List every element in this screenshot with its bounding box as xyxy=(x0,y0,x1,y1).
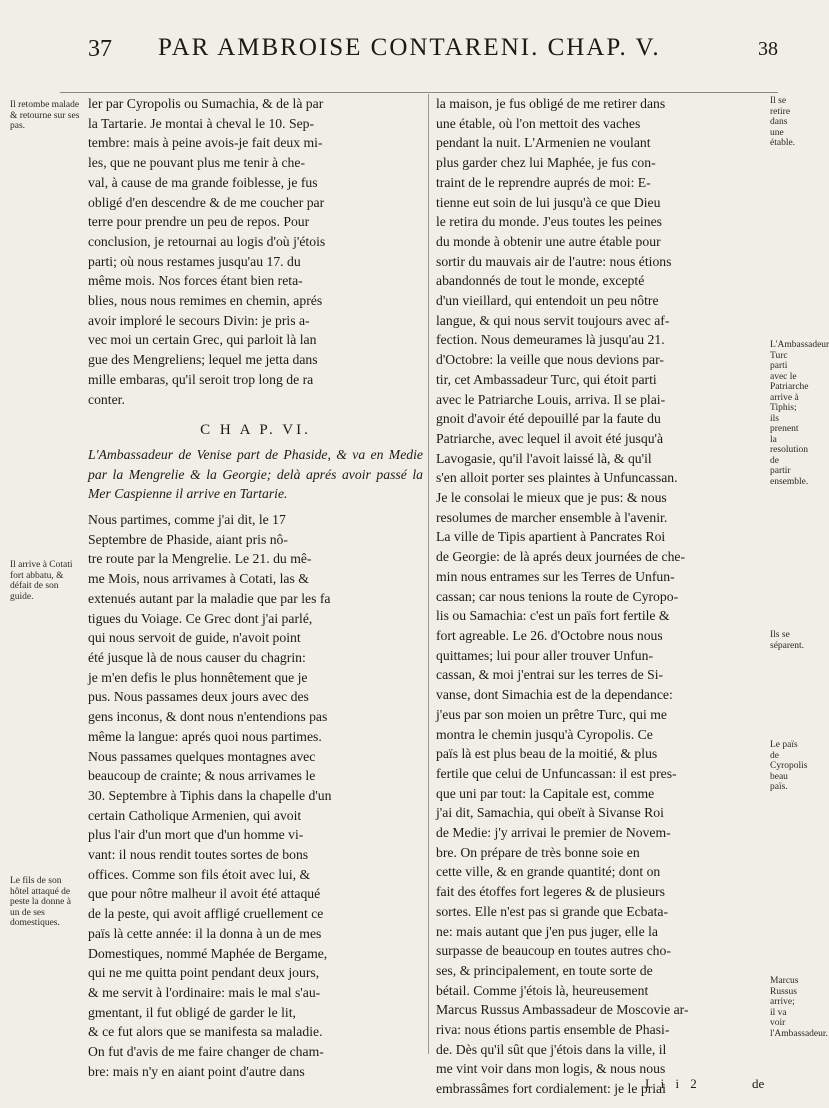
page-number: 37 xyxy=(88,36,112,62)
text-line: tembre: mais à peine avois-je fait deux mi- xyxy=(88,135,323,151)
text-line: fection. Nous demeurames là jusqu'au 21. xyxy=(436,332,665,348)
text-line: la maison, je fus obligé de me retirer dans xyxy=(436,96,666,111)
chapter-heading: C H A P. VI. xyxy=(200,422,311,439)
text-line: de Medie: j'y arrivai le premier de Novem- xyxy=(436,825,671,841)
text-line: que uni par tout: la Capitale est, comme xyxy=(436,785,655,801)
text-line: qui ne me quitta point pendant deux jours, xyxy=(88,965,320,981)
text-line: gue des Mengreliens; lequel me jetta dans xyxy=(88,352,318,368)
text-line: & me servit à l'ordinaire: mais le mal s'au- xyxy=(88,984,321,1000)
text-line: une étable, où l'on mettoit des vaches xyxy=(436,115,641,131)
text-line: sortir du mauvais air de l'autre: nous étions xyxy=(436,253,672,269)
text-line: tir, cet Ambassadeur Turc, qui étoit parti xyxy=(436,371,657,387)
text-line: qui nous servoit de guide, n'avoit point xyxy=(88,630,301,646)
header-rule xyxy=(60,92,778,93)
text-line: La ville de Tipis apartient à Pancrates Roi xyxy=(436,529,666,545)
left-column xyxy=(88,94,423,1081)
text-line: s'en alloit porter ses plaintes à Unfuncassan. xyxy=(436,470,678,486)
text-line: cette ville, & en grande quantité; dont on xyxy=(436,864,661,880)
text-line: riva: nous étions partis ensemble de Phasi- xyxy=(436,1022,670,1038)
text-line: païs là cette année: il la donna à un de mes xyxy=(88,925,322,941)
margin-note-left-2: Il arrive à Cotati fort abbatu, & défait de son guide. xyxy=(10,560,73,602)
text-line: j'eus par son moien un prêtre Turc, qui me xyxy=(436,706,667,722)
text-line: Nous partimes, comme j'ai dit, le 17 xyxy=(88,512,286,528)
text-line: été jusque là de nous causer du chagrin: xyxy=(88,649,306,665)
text-line: resolumes de marcher ensemble à l'avenir. xyxy=(436,509,668,525)
text-line: blies, nous nous remimes en chemin, aprés xyxy=(88,293,323,309)
text-line: les, que ne pouvant plus me tenir à che- xyxy=(88,155,306,171)
chapter-summary: L'Ambassadeur de Venise part de Phaside, & va en Medie par la Mengrelie & la Georgie; delà aprés avoir passé la Mer Caspienne il arrive en Tartarie. xyxy=(88,446,423,502)
margin-note-right-2: L'Ambassadeur Turc parti avec le Patriarche arrive à Tiphis; ils prenent la resolution de partir ensemble. xyxy=(770,340,829,487)
text-line: & ce fut alors que se manifesta sa maladie. xyxy=(88,1024,323,1040)
text-line: obligé d'en descendre & de me coucher par xyxy=(88,194,325,210)
text-line: conclusion, je retournai au logis d'où j'étois xyxy=(88,233,326,249)
text-line: d'Octobre: la veille que nous devions par- xyxy=(436,352,664,368)
text-line: beaucoup de crainte; & nous arrivames le xyxy=(88,768,316,784)
margin-note-left-1: Il retombe malade & retourne sur ses pas. xyxy=(10,100,80,131)
text-line: abandonnés de tout le monde, excepté xyxy=(436,273,645,289)
text-line: quittames; lui pour aller trouver Unfun- xyxy=(436,647,654,663)
text-line: tigues du Voiage. Ce Grec dont j'ai parlé, xyxy=(88,610,313,626)
text-line: terre pour prendre un peu de repos. Pour xyxy=(88,214,310,230)
text-line: sortes. Elle n'est pas si grande que Ecbata- xyxy=(436,903,669,919)
text-line: bétail. Comme j'étois là, heureusement xyxy=(436,982,649,998)
text-line: vec moi un certain Grec, qui parloit là lan xyxy=(88,332,317,348)
text-line: val, à cause de ma grande foiblesse, je fus xyxy=(88,174,318,190)
text-line: fait des étoffes fort legeres & de plusieurs xyxy=(436,884,665,900)
text-line: vanse, dont Simachia est de la dependance: xyxy=(436,687,673,703)
text-line: langue, & qui nous servit toujours avec af- xyxy=(436,312,670,328)
running-title: PAR AMBROISE CONTARENI. CHAP. V. xyxy=(158,34,661,61)
text-line: conter. xyxy=(88,391,125,407)
text-line: montra le chemin jusqu'à Cyropolis. Ce xyxy=(436,726,653,742)
running-header xyxy=(88,36,778,70)
text-line: mille embaras, qu'il seroit trop long de ra xyxy=(88,371,314,387)
text-line: gmentant, il fut obligé de garder le lit, xyxy=(88,1004,296,1020)
column-divider xyxy=(428,94,429,1054)
text-line: vant: il nous rendit toutes sortes de bons xyxy=(88,847,309,863)
text-line: plus garder chez lui Maphée, je fus con- xyxy=(436,155,656,171)
text-line: offices. Comme son fils étoit avec lui, & xyxy=(88,866,311,882)
text-line: pendant la nuit. L'Armenien ne voulant xyxy=(436,135,651,151)
text-line: ses, & principalement, en toute sorte de xyxy=(436,962,653,978)
text-line: bre: mais n'y en aiant point d'autre dans xyxy=(88,1063,305,1079)
text-line: ne: mais autant que j'en pus juger, elle la xyxy=(436,923,658,939)
margin-note-right-5: Marcus Russus arrive; il va voir l'Ambassadeur. xyxy=(770,976,828,1039)
text-line: tienne eut soin de lui jusqu'à ce que Dieu xyxy=(436,194,661,210)
text-line: gnoit d'avoir été depouillé par la faute du xyxy=(436,411,661,427)
text-line: plus l'air d'un mort que d'un homme vi- xyxy=(88,827,304,843)
text-line: j'ai dit, Samachia, qui obeït à Sivanse Roi xyxy=(436,805,664,821)
text-line: pus. Nous passames deux jours avec des xyxy=(88,689,309,705)
text-line: Patriarche, avec lequel il avoit été jusqu'à xyxy=(436,430,664,446)
text-line: Lavogasie, qu'il l'avoit laissé là, & qu'il xyxy=(436,450,652,466)
text-line: extenués autant par la maladie que par les fa xyxy=(88,590,331,606)
text-line: me Mois, nous arrivames à Cotati, las & xyxy=(88,571,309,587)
text-line: le retira du monde. J'eus toutes les peines xyxy=(436,214,662,230)
text-line: la Tartarie. Je montai à cheval le 10. Sep- xyxy=(88,115,315,131)
folio-number: 38 xyxy=(758,38,778,60)
text-line: surpasse de beaucoup en toutes autres cho- xyxy=(436,943,671,959)
text-line: de Georgie: de là aprés deux journées de che- xyxy=(436,549,686,565)
text-line: Je le consolai le mieux que je pus: & nous xyxy=(436,490,667,506)
text-line: avoir imploré le secours Divin: je pris a- xyxy=(88,312,310,328)
text-line: de la peste, qui avoit affligé cruellement ce xyxy=(88,906,324,922)
text-line: cassan, & moi j'entrai sur les terres de Si- xyxy=(436,667,664,683)
text-line: traint de le reprendre auprés de moi: E- xyxy=(436,174,651,190)
text-line: même la langue: aprés quoi nous partimes. xyxy=(88,728,322,744)
text-line: ler par Cyropolis ou Sumachia, & de là par xyxy=(88,96,324,111)
text-line: avec le Patriarche Louis, arriva. Il se plai- xyxy=(436,391,666,407)
text-line: de. Dès qu'il sût que j'étois dans la ville, il xyxy=(436,1041,667,1057)
text-line: Septembre de Phaside, aiant pris nô- xyxy=(88,531,288,547)
text-line: min nous entrames sur les Terres de Unfun- xyxy=(436,568,675,584)
text-line: du monde à obtenir une autre étable pour xyxy=(436,233,661,249)
text-line: me vint voir dans mon logis, & nous nous xyxy=(436,1061,666,1077)
text-line: je m'en defis le plus honnêtement que je xyxy=(88,669,308,685)
margin-note-right-1: Il se retire dans une étable. xyxy=(770,96,796,148)
text-line: païs là est plus beau de la moitié, & plus xyxy=(436,746,658,762)
margin-note-right-3: Ils se séparent. xyxy=(770,630,805,651)
text-line: Marcus Russus Ambassadeur de Moscovie ar- xyxy=(436,1002,689,1018)
text-line: lis ou Samachia: c'est un païs fort fertile & xyxy=(436,608,670,624)
text-line: certain Catholique Armenien, qui avoit xyxy=(88,807,302,823)
margin-note-right-4: Le païs de Cyropolis beau païs. xyxy=(770,740,808,792)
text-line: bre. On prépare de très bonne soie en xyxy=(436,844,640,860)
text-line: d'un vieillard, qui entendoit un peu nôtre xyxy=(436,293,659,309)
catchword: de xyxy=(752,1076,765,1091)
margin-note-left-3: Le fils de son hôtel attaqué de peste la donne à un de ses domestiques. xyxy=(10,876,71,928)
text-line-first xyxy=(88,510,423,530)
text-line: gens inconus, & dont nous n'entendions pas xyxy=(88,709,328,725)
text-line: Nous passames quelques montagnes avec xyxy=(88,748,316,764)
text-line: On fut d'avis de me faire changer de cham- xyxy=(88,1044,324,1060)
text-line: cassan; car nous tenions la route de Cyropo- xyxy=(436,588,679,604)
text-line: tre route par la Mengrelie. Le 21. du mê- xyxy=(88,551,312,567)
text-line: embrassâmes fort cordialement: je le priai xyxy=(436,1081,666,1097)
text-line: même mois. Nos forces étant bien reta- xyxy=(88,273,303,289)
text-line: fort agreable. Le 26. d'Octobre nous nous xyxy=(436,627,663,643)
right-column xyxy=(436,94,768,1099)
text-line: Domestiques, nommé Maphée de Bergame, xyxy=(88,945,328,961)
signature-mark: I i i 2 xyxy=(645,1076,701,1091)
text-line: fertile que celui de Unfuncassan: il est pres- xyxy=(436,765,677,781)
text-line: parti; où nous restames jusqu'au 17. du xyxy=(88,253,301,269)
text-line: que pour nôtre malheur il avoit été attaqué xyxy=(88,886,321,902)
text-line: 30. Septembre à Tiphis dans la chapelle d'un xyxy=(88,787,332,803)
